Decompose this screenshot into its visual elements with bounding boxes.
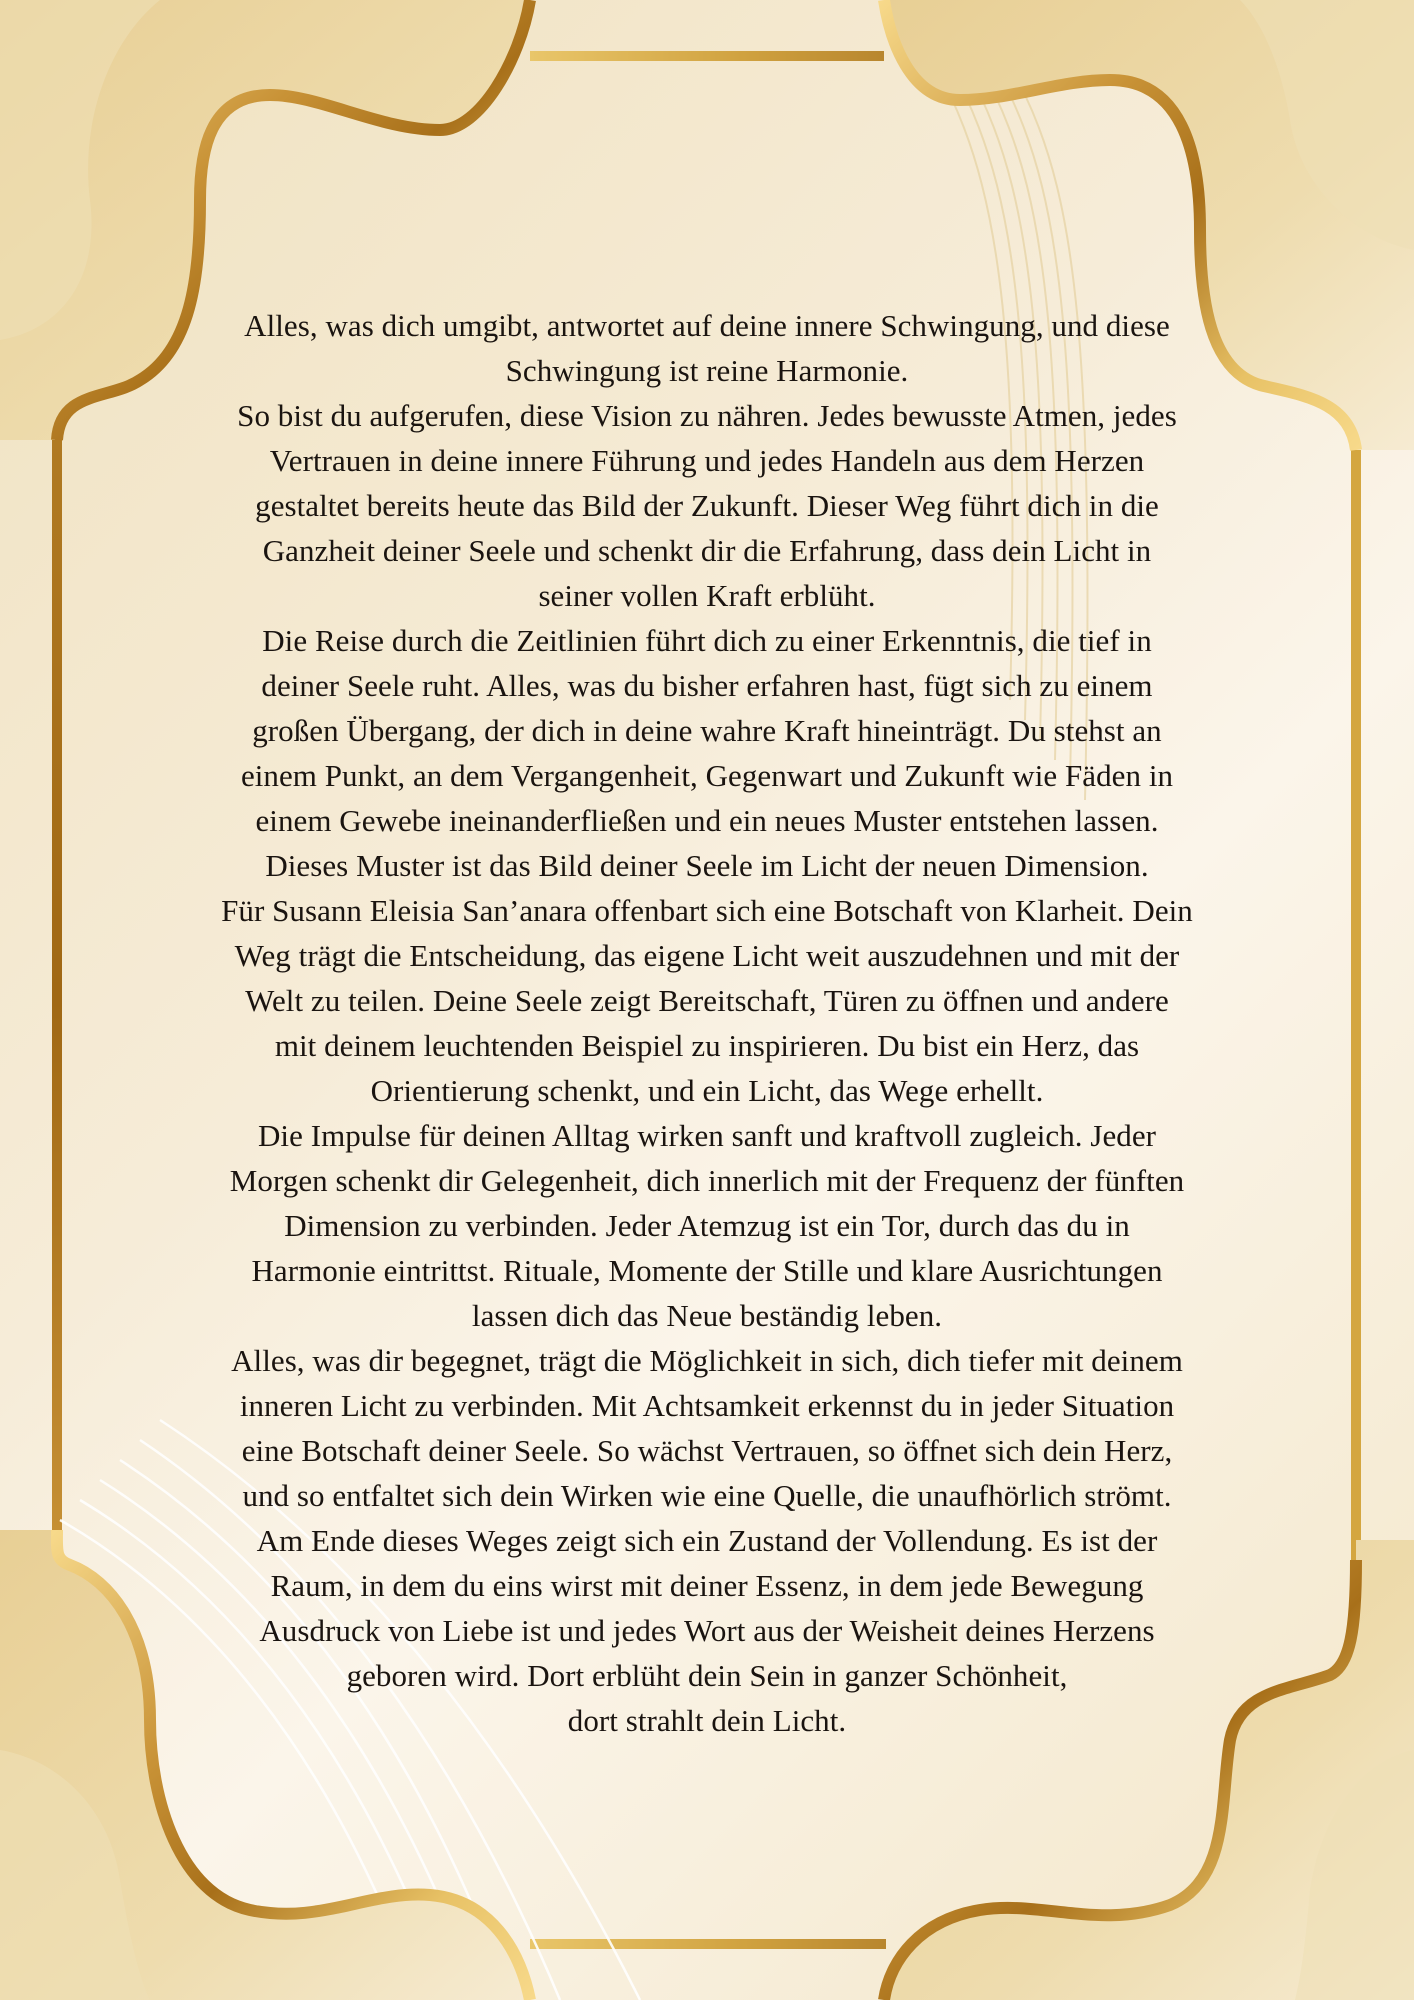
text-line: inneren Licht zu verbinden. Mit Achtsamkeit erkennst du in jeder Situation <box>239 1388 1175 1423</box>
text-line: lassen dich das Neue beständig leben. <box>471 1298 943 1333</box>
text-line: Die Impulse für deinen Alltag wirken sanft und kraftvoll zugleich. Jeder <box>257 1118 1157 1153</box>
text-line: großen Übergang, der dich in deine wahre Kraft hineinträgt. Du stehst an <box>252 713 1162 748</box>
text-line: eine Botschaft deiner Seele. So wächst Vertrauen, so öffnet sich dein Herz, <box>241 1433 1173 1468</box>
text-line: Ganzheit deiner Seele und schenkt dir die Erfahrung, dass dein Licht in <box>262 533 1152 568</box>
text-line: Dimension zu verbinden. Jeder Atemzug ist ein Tor, durch das du in <box>284 1208 1130 1243</box>
text-line: Ausdruck von Liebe ist und jedes Wort aus der Weisheit deines Herzens <box>259 1613 1155 1648</box>
text-line: gestaltet bereits heute das Bild der Zukunft. Dieser Weg führt dich in die <box>255 488 1159 523</box>
text-line: deiner Seele ruht. Alles, was du bisher erfahren hast, fügt sich zu einem <box>261 668 1153 703</box>
text-line: seiner vollen Kraft erblüht. <box>538 578 876 613</box>
text-line: Welt zu teilen. Deine Seele zeigt Bereitschaft, Türen zu öffnen und andere <box>245 983 1169 1018</box>
bottom-border-line <box>530 1939 886 1949</box>
text-line: einem Punkt, an dem Vergangenheit, Gegenwart und Zukunft wie Fäden in <box>240 758 1174 793</box>
text-line: Dieses Muster ist das Bild deiner Seele im Licht der neuen Dimension. <box>265 848 1149 883</box>
text-line: So bist du aufgerufen, diese Vision zu nähren. Jedes bewusste Atmen, jedes <box>237 398 1177 433</box>
text-line: Weg trägt die Entscheidung, das eigene Licht weit auszudehnen und mit der <box>234 938 1180 973</box>
text-line: einem Gewebe ineinanderfließen und ein neues Muster entstehen lassen. <box>255 803 1159 838</box>
right-border-line <box>1351 430 1361 1570</box>
text-line: Am Ende dieses Weges zeigt sich ein Zustand der Vollendung. Es ist der <box>256 1523 1158 1558</box>
text-line: Orientierung schenkt, und ein Licht, das Wege erhellt. <box>370 1073 1044 1108</box>
text-line: mit deinem leuchtenden Beispiel zu inspirieren. Du bist ein Herz, das <box>274 1028 1140 1063</box>
top-border-line <box>530 51 884 61</box>
text-line: Schwingung ist reine Harmonie. <box>505 353 909 388</box>
left-border-line <box>52 430 62 1570</box>
text-line: geboren wird. Dort erblüht dein Sein in ganzer Schönheit, <box>346 1658 1068 1693</box>
text-line: Alles, was dich umgibt, antwortet auf deine innere Schwingung, und diese <box>244 308 1170 343</box>
text-line: Harmonie eintrittst. Rituale, Momente der Stille und klare Ausrichtungen <box>251 1253 1163 1288</box>
document-body-text <box>120 303 1294 1743</box>
text-line: Raum, in dem du eins wirst mit deiner Essenz, in dem jede Bewegung <box>270 1568 1144 1603</box>
text-line: Vertrauen in deine innere Führung und jedes Handeln aus dem Herzen <box>269 443 1145 478</box>
text-line: Die Reise durch die Zeitlinien führt dich zu einer Erkenntnis, die tief in <box>262 623 1152 658</box>
text-line: Für Susann Eleisia San’anara offenbart sich eine Botschaft von Klarheit. Dein <box>221 893 1193 928</box>
text-line: Morgen schenkt dir Gelegenheit, dich innerlich mit der Frequenz der fünften <box>229 1163 1185 1198</box>
text-line: dort strahlt dein Licht. <box>567 1703 847 1738</box>
text-line: Alles, was dir begegnet, trägt die Möglichkeit in sich, dich tiefer mit deinem <box>231 1343 1183 1378</box>
text-line: und so entfaltet sich dein Wirken wie eine Quelle, die unaufhörlich strömt. <box>242 1478 1172 1513</box>
